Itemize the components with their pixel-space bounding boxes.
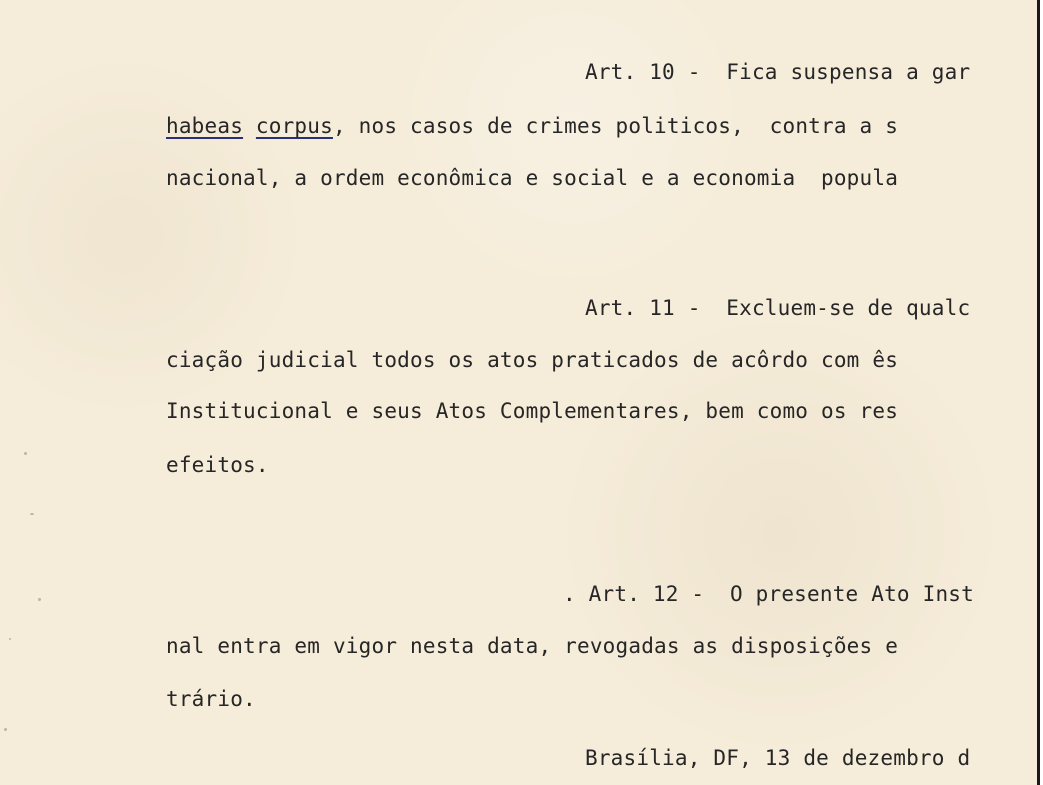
habeas-underlined: habeas: [166, 114, 244, 138]
paper-speck: [24, 452, 27, 455]
art-12-heading: . Art. 12 - O presente Ato Inst: [563, 582, 974, 606]
art-10-line-2-rest: , nos casos de crimes politicos, contra a s: [332, 114, 899, 138]
paper-speck: [30, 513, 34, 515]
art-11-heading: Art. 11 - Excluem-se de qualc: [585, 296, 971, 320]
art-10-line-2: [166, 113, 898, 139]
art-10-heading: Art. 10 - Fica suspensa a gar: [585, 60, 971, 84]
art-12-line-3: trário.: [166, 687, 256, 711]
right-edge-border: [1037, 0, 1040, 785]
place-and-date: Brasília, DF, 13 de dezembro d: [585, 746, 971, 770]
art-11-line-3: Institucional e seus Atos Complementares, bem como os res: [166, 399, 899, 423]
paper-speck: [9, 638, 11, 640]
paper-speck: [4, 728, 7, 731]
art-12-line-2: nal entra em vigor nesta data, revogadas as disposições e: [166, 634, 899, 658]
paper-speck: [38, 598, 41, 601]
art-11-line-2: ciação judicial todos os atos praticados de acôrdo com ês: [166, 348, 899, 372]
art-11-line-4: efeitos.: [166, 453, 269, 477]
corpus-underlined: corpus: [255, 114, 333, 138]
art-10-line-3: nacional, a ordem econômica e social e a economia popula: [166, 166, 899, 190]
